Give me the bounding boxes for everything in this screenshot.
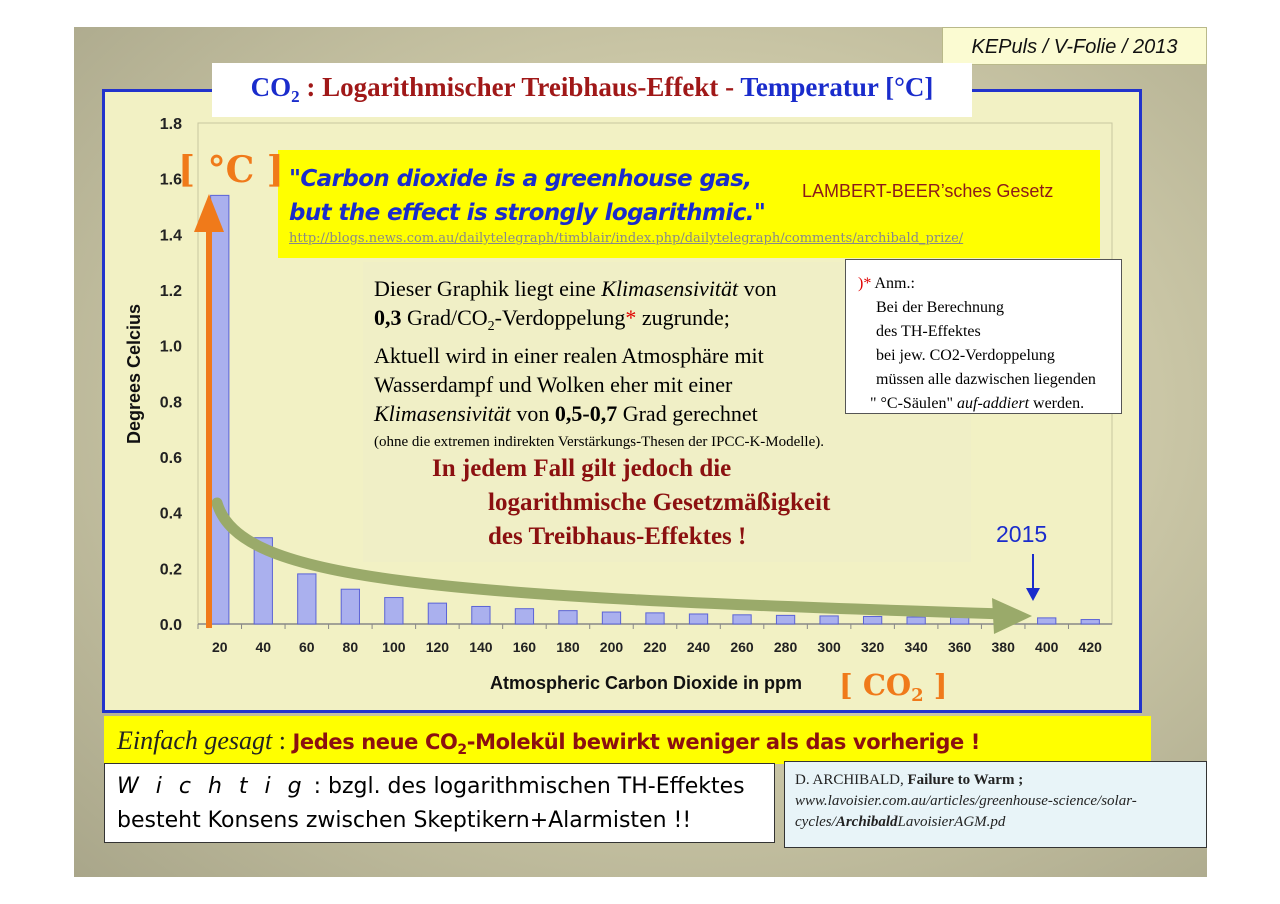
info-text: Dieser Graphik liegt eine Klimasensivität von 0,3 Grad/$CO_2-Verdoppelung*$ zugrunde; Aktuell wird in einer realen Atmosphäre mit Wasserdampf und Wolken eher mit einer Klimasensivität von 0,5-0,7 Grad gerechnet (ohne die extremen indirekten Verstärkungs-Thesen der IPCC-K-Modelle).: [374, 276, 825, 450]
x-tick-label: 320: [860, 639, 885, 655]
bar: [820, 616, 838, 624]
bar: [689, 614, 707, 624]
bar: [341, 589, 359, 624]
x-tick-label: 20: [211, 639, 228, 655]
x-tick-label: 240: [686, 639, 711, 655]
note-box: )* Anm.: Bei der Berechnung des TH-Effektes bei jew. CO2-Verdoppelung müssen alle dazwischen liegenden " °C-Säulen" auf-addiert werden.: [845, 259, 1122, 414]
bar: [298, 574, 316, 624]
year-label: 2015: [996, 521, 1048, 547]
bar: [994, 618, 1012, 624]
x-tick-label: 340: [904, 639, 928, 655]
bar: [385, 598, 403, 624]
x-tick-label: 200: [599, 639, 624, 655]
degree-celsius-label: [ °C ]: [178, 149, 284, 191]
x-tick-label: 280: [773, 639, 798, 655]
y-tick-label: 0.8: [159, 394, 182, 412]
x-tick-label: 140: [469, 639, 493, 655]
y-tick-label: 0.4: [159, 505, 182, 523]
x-tick-label: 160: [512, 639, 537, 655]
bar: [428, 603, 446, 624]
bar: [559, 611, 577, 624]
x-tick-label: 100: [382, 639, 406, 655]
quote-text: "Carbon dioxide is a greenhouse gas, but the effect is strongly logarithmic.": [289, 166, 766, 226]
y-tick-label: 1.8: [159, 116, 182, 133]
x-tick-label: 360: [947, 639, 972, 655]
x-tick-label: 60: [299, 639, 315, 655]
x-tick-label: 80: [342, 639, 359, 655]
bar: [951, 617, 969, 624]
bar: [776, 615, 794, 624]
source-link[interactable]: http://blogs.news.com.au/dailytelegraph/timblair/index.php/dailytelegraph/comments/archibald_prize/: [289, 231, 964, 246]
important-text: W i c h t i g : bzgl. des logarithmischen TH-Effektes besteht Konsens zwischen Skeptikern+Alarmisten !!: [117, 774, 745, 833]
y-tick-label: 0.2: [159, 561, 182, 579]
bar: [733, 615, 751, 624]
x-tick-label: 220: [643, 639, 667, 655]
corner-tag: KEPuls / V-Folie / 2013: [942, 27, 1207, 65]
reference-box: D. ARCHIBALD, Failure to Warm ; www.lavoisier.com.au/articles/greenhouse-science/solar- cycles/ArchibaldLavoisierAGM.pd: [784, 761, 1207, 848]
x-axis-label: Atmospheric Carbon Dioxide in ppm: [489, 673, 803, 693]
bar: [863, 616, 881, 624]
y-tick-label: 1.4: [159, 227, 182, 245]
y-tick-label: 0.0: [159, 617, 182, 634]
summary-text: Einfach gesagt : Jedes neue CO2-Molekül bewirkt weniger als das vorherige !: [117, 726, 980, 758]
y-axis-label: Degrees Celcius: [124, 303, 144, 445]
bar: [602, 612, 620, 624]
x-tick-label: 400: [1035, 639, 1059, 655]
y-tick-label: 1.6: [159, 171, 182, 189]
x-tick-label: 40: [255, 639, 272, 655]
x-tick-label: 180: [556, 639, 580, 655]
x-tick-label: 300: [817, 639, 841, 655]
emphasis-text: In jedem Fall gilt jedoch die logarithmische Gesetzmäßigkeit des Treibhaus-Effektes !: [432, 455, 831, 550]
co2-axis-label: [ $CO_2$ ]: [839, 668, 948, 706]
y-tick-label: 0.6: [159, 450, 182, 467]
y-tick-label: 1.2: [159, 283, 182, 300]
x-tick-label: 380: [991, 639, 1015, 655]
bar: [1038, 618, 1056, 624]
bar: [254, 538, 272, 624]
lambert-beer-label: LAMBERT-BEER’sches Gesetz: [802, 181, 1054, 201]
bar: [472, 606, 490, 624]
x-tick-label: 420: [1078, 639, 1102, 655]
page-title: $CO_2$ : Logarithmischer Treibhaus-Effekt - Temperatur [°C]: [250, 72, 934, 106]
bar: [1081, 620, 1099, 624]
x-tick-label: 120: [425, 639, 450, 655]
bar: [211, 195, 229, 624]
y-tick-label: 1.0: [159, 338, 182, 356]
x-tick-label: 260: [730, 639, 754, 655]
x-tick-labels: [198, 624, 1102, 655]
y-tick-labels: [160, 116, 182, 634]
bar: [646, 613, 664, 624]
bar: [515, 609, 533, 624]
bar: [907, 617, 925, 624]
